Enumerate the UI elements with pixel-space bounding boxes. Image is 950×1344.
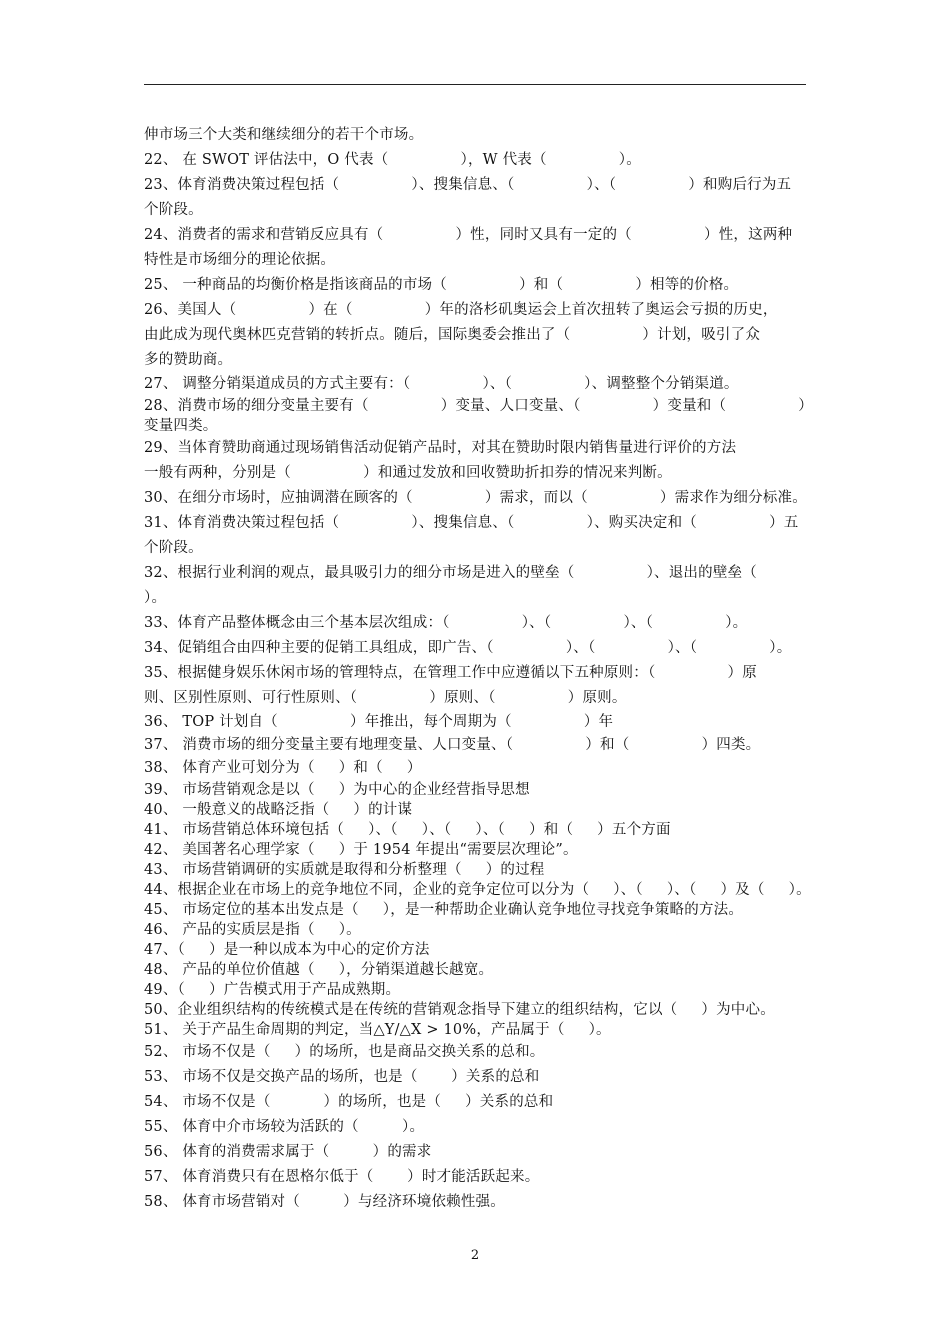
question-52: 52、 市场不仅是（ ）的场所，也是商品交换关系的总和。 (144, 1044, 545, 1060)
question-28: 28、消费市场的细分变量主要有（ ）变量、人口变量、（ ）变量和（ ） (144, 398, 814, 414)
question-50: 50、企业组织结构的传统模式是在传统的营销观念指导下建立的组织结构，它以（ ）为中心。 (144, 1002, 775, 1018)
question-26-continued: 由此成为现代奥林匹克营销的转折点。随后，国际奥委会推出了（ ）计划，吸引了众 (144, 327, 761, 343)
question-40: 40、 一般意义的战略泛指（ ）的计谋 (144, 802, 413, 818)
question-25: 25、 一种商品的均衡价格是指该商品的市场（ ）和（ ）相等的价格。 (144, 277, 739, 293)
question-37: 37、 消费市场的细分变量主要有地理变量、人口变量、（ ）和（ ）四类。 (144, 737, 761, 753)
question-24: 24、消费者的需求和营销反应具有（ ）性，同时又具有一定的（ ）性，这两种 (144, 227, 793, 243)
text-line: 伸市场三个大类和继续细分的若干个市场。 (144, 127, 424, 143)
question-57: 57、 体育消费只有在恩格尔低于（ ）时才能活跃起来。 (144, 1169, 540, 1185)
question-32-continued: ）。 (144, 590, 167, 606)
question-29-continued: 一般有两种，分别是（ ）和通过发放和回收赞助折扣券的情况来判断。 (144, 465, 672, 481)
question-36: 36、 TOP 计划自（ ）年推出，每个周期为（ ）年 (144, 714, 614, 730)
question-31: 31、体育消费决策过程包括（ ）、搜集信息、（ ）、购买决定和（ ）五 (144, 515, 799, 531)
question-58: 58、 体育市场营销对（ ）与经济环境依赖性强。 (144, 1194, 505, 1210)
question-list (144, 123, 820, 1215)
question-42: 42、 美国著名心理学家（ ）于 1954 年提出“需要层次理论”。 (144, 842, 578, 858)
question-22: 22、 在 SWOT 评估法中，O 代表（ ），W 代表（ ）。 (144, 152, 641, 168)
question-29: 29、当体育赞助商通过现场销售活动促销产品时，对其在赞助时限内销售量进行评价的方法 (144, 440, 737, 456)
question-26-continued: 多的赞助商。 (144, 352, 233, 368)
question-34: 34、促销组合由四种主要的促销工具组成，即广告、（ ）、（ ）、（ ）。 (144, 640, 792, 656)
question-24-continued: 特性是市场细分的理论依据。 (144, 252, 336, 268)
page-number: 2 (470, 1248, 480, 1263)
question-43: 43、 市场营销调研的实质就是取得和分析整理（ ）的过程 (144, 862, 545, 878)
question-33: 33、体育产品整体概念由三个基本层次组成：（ ）、（ ）、（ ）。 (144, 615, 748, 631)
question-47: 47、（ ）是一种以成本为中心的定价方法 (144, 942, 430, 958)
question-26: 26、美国人（ ）在（ ）年的洛杉矶奥运会上首次扭转了奥运会亏损的历史， (144, 302, 778, 318)
question-31-continued: 个阶段。 (144, 540, 203, 556)
question-27: 27、 调整分销渠道成员的方式主要有：（ ）、（ ）、调整整个分销渠道。 (144, 376, 739, 392)
question-48: 48、 产品的单位价值越（ ），分销渠道越长越宽。 (144, 962, 494, 978)
question-54: 54、 市场不仅是（ ）的场所，也是（ ）关系的总和 (144, 1094, 554, 1110)
question-55: 55、 体育中介市场较为活跃的（ ）。 (144, 1119, 425, 1135)
question-53: 53、 市场不仅是交换产品的场所，也是（ ）关系的总和 (144, 1069, 540, 1085)
question-56: 56、 体育的消费需求属于（ ）的需求 (144, 1144, 432, 1160)
question-45: 45、 市场定位的基本出发点是（ ），是一种帮助企业确认竞争地位寻找竞争策略的方法。 (144, 902, 744, 918)
question-32: 32、根据行业利润的观点，最具吸引力的细分市场是进入的壁垒（ ）、退出的壁垒（ (144, 565, 757, 581)
question-46: 46、 产品的实质层是指（ ）。 (144, 922, 361, 938)
question-23-continued: 个阶段。 (144, 202, 203, 218)
question-35: 35、根据健身娱乐休闲市场的管理特点，在管理工作中应遵循以下五种原则：（ ）原 (144, 665, 757, 681)
question-38: 38、 体育产业可划分为（ ）和（ ） (144, 760, 422, 776)
question-51: 51、 关于产品生命周期的判定，当△Y/△X > 10%，产品属于（ ）。 (144, 1022, 611, 1038)
question-41: 41、 市场营销总体环境包括（ ）、（ ）、（ ）、（ ）和（ ）五个方面 (144, 822, 671, 838)
question-28-continued: 变量四类。 (144, 418, 218, 434)
question-35-continued: 则、区别性原则、可行性原则、（ ）原则、（ ）原则。 (144, 690, 627, 706)
question-44: 44、根据企业在市场上的竞争地位不同，企业的竞争定位可以分为（ ）、（ ）、（ ）及（ ）。 (144, 882, 811, 898)
header-rule (144, 84, 806, 85)
question-39: 39、 市场营销观念是以（ ）为中心的企业经营指导思想 (144, 782, 530, 798)
question-30: 30、在细分市场时，应抽调潜在顾客的（ ）需求，而以（ ）需求作为细分标准。 (144, 490, 807, 506)
question-23: 23、体育消费决策过程包括（ ）、搜集信息、（ ）、（ ）和购后行为五 (144, 177, 792, 193)
question-49: 49、（ ）广告模式用于产品成熟期。 (144, 982, 401, 998)
